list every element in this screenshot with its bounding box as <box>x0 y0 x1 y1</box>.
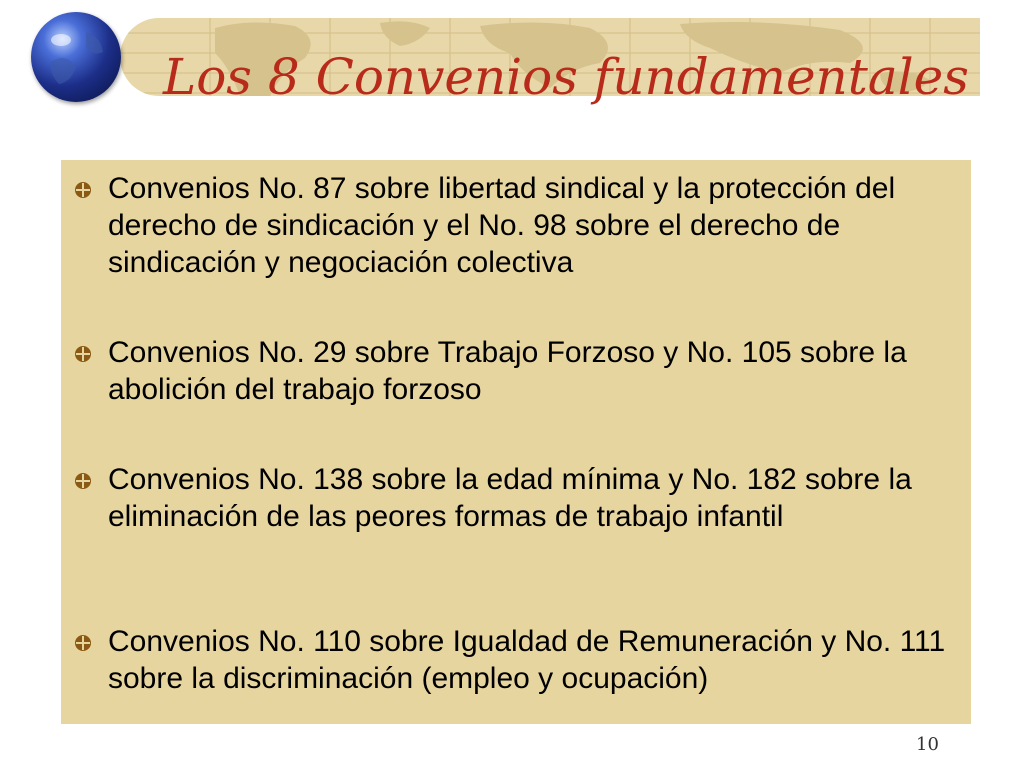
bullet-text: Convenios No. 138 sobre la edad mínima y No. 182 sobre la eliminación de las peores formas de trabajo infantil <box>108 463 912 533</box>
bullet-icon <box>73 180 93 200</box>
slide-title: Los 8 Convenios fundamentales <box>163 48 969 106</box>
bullet-icon <box>73 344 93 364</box>
bullet-icon <box>73 633 93 653</box>
bullet-text: Convenios No. 110 sobre Igualdad de Remuneración y No. 111 sobre la discriminación (empleo y ocupación) <box>108 625 946 695</box>
page-number: 10 <box>916 734 939 755</box>
globe-icon <box>31 12 121 102</box>
bullet-icon <box>73 471 93 491</box>
bullet-text: Convenios No. 87 sobre libertad sindical y la protección del derecho de sindicación y el No. 98 sobre el derecho de sindicación y negociación colectiva <box>108 172 896 279</box>
bullet-text: Convenios No. 29 sobre Trabajo Forzoso y No. 105 sobre la abolición del trabajo forzoso <box>108 336 907 406</box>
content-panel <box>61 160 971 724</box>
